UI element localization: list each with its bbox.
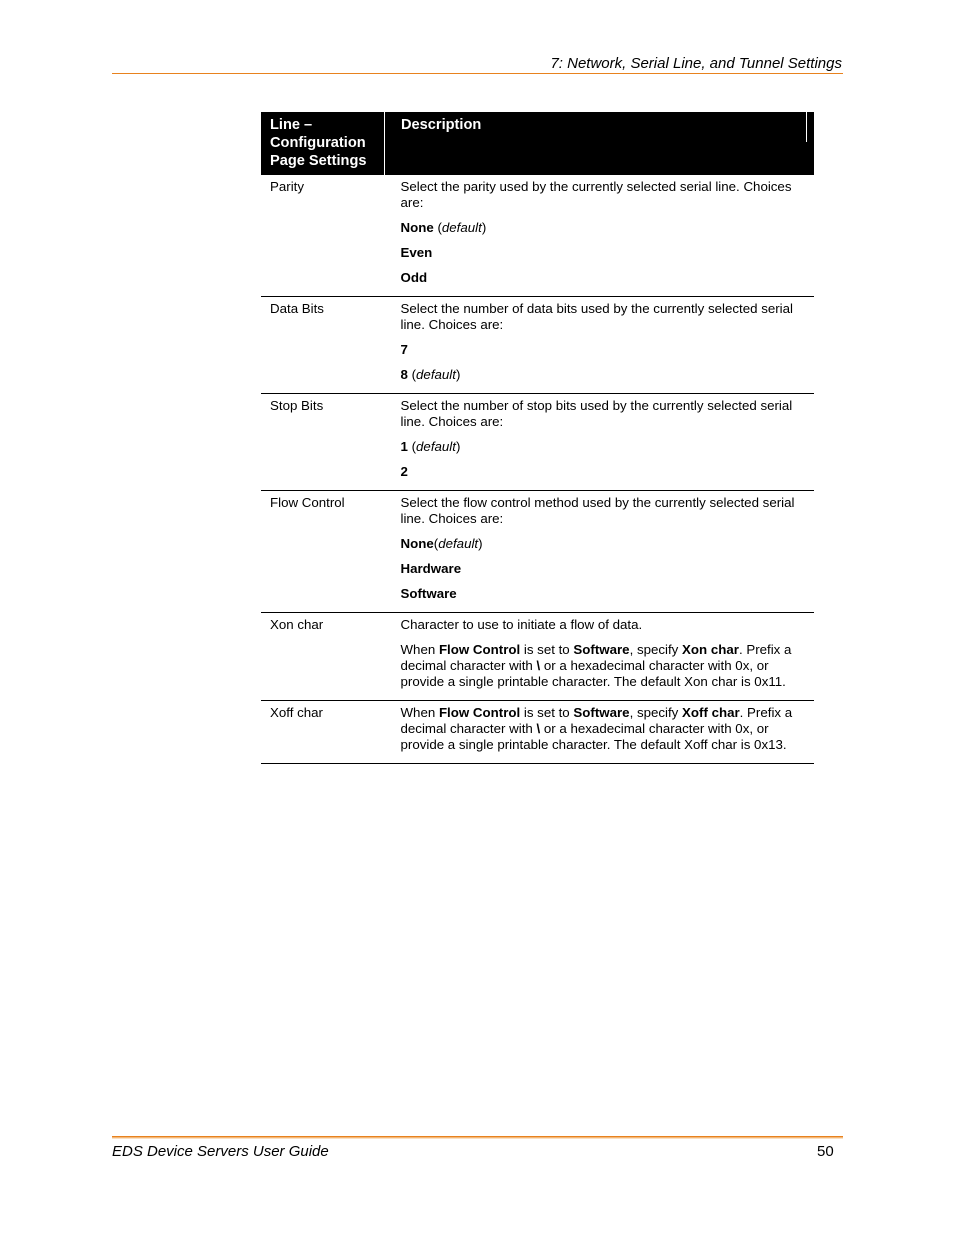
emphasis-text: Xoff char — [682, 705, 740, 720]
description-paragraph — [401, 642, 807, 690]
column-header-setting: Line – Configuration Page Settings — [261, 112, 385, 175]
description-paragraph — [401, 586, 807, 602]
setting-description — [385, 297, 815, 394]
table-row — [261, 175, 814, 297]
table-row — [261, 297, 814, 394]
emphasis-text: Software — [573, 642, 630, 657]
punctuation: ) — [478, 536, 483, 551]
table-body — [261, 175, 814, 764]
chapter-title: 7: Network, Serial Line, and Tunnel Settings — [550, 55, 842, 72]
description-text: , specify — [629, 705, 683, 720]
description-text: When — [400, 642, 439, 657]
emphasis-text: \ — [536, 658, 541, 673]
table-row — [261, 491, 814, 613]
description-paragraph — [401, 179, 807, 211]
setting-name: Parity — [261, 175, 385, 297]
setting-name: Stop Bits — [261, 394, 385, 491]
description-paragraph — [401, 342, 807, 358]
page-number: 50 — [817, 1143, 834, 1160]
description-paragraph — [401, 301, 807, 333]
option-value: None — [400, 220, 434, 235]
table-row — [261, 613, 814, 701]
column-header-description: Description — [385, 112, 815, 175]
punctuation: ) — [481, 220, 487, 235]
description-paragraph — [401, 561, 807, 577]
table-header-row — [261, 112, 814, 175]
description-paragraph — [401, 495, 807, 527]
footer-rule — [112, 1136, 843, 1139]
punctuation: ( — [407, 367, 417, 382]
option-value: 1 — [400, 439, 408, 454]
emphasis-text: Software — [573, 705, 630, 720]
header-divider — [806, 112, 807, 142]
emphasis-text: \ — [536, 721, 541, 736]
setting-name: Xon char — [261, 613, 385, 701]
setting-description — [385, 701, 815, 764]
punctuation: ( — [407, 439, 417, 454]
emphasis-text: Flow Control — [438, 705, 521, 720]
description-text: Select the number of data bits used by the currently selected serial line. Choices are: — [400, 301, 793, 332]
emphasis-text: Flow Control — [438, 642, 521, 657]
punctuation: ( — [433, 220, 442, 235]
description-paragraph — [401, 220, 807, 236]
description-text: Select the flow control method used by the currently selected serial line. Choices are: — [400, 495, 795, 526]
punctuation: ) — [455, 367, 461, 382]
setting-name: Xoff char — [261, 701, 385, 764]
description-paragraph — [401, 617, 807, 633]
header-rule — [112, 73, 843, 74]
option-value: Hardware — [400, 561, 462, 576]
default-marker: default — [416, 367, 456, 382]
description-paragraph — [401, 245, 807, 261]
option-value: Software — [400, 586, 457, 601]
description-text: When — [400, 705, 439, 720]
setting-name: Data Bits — [261, 297, 385, 394]
setting-name: Flow Control — [261, 491, 385, 613]
description-paragraph — [401, 367, 807, 383]
emphasis-text: Xon char — [682, 642, 739, 657]
description-paragraph — [401, 464, 807, 480]
description-paragraph — [401, 439, 807, 455]
default-marker: default — [438, 536, 479, 551]
default-marker: default — [416, 439, 456, 454]
description-paragraph — [401, 398, 807, 430]
option-value: None — [400, 536, 434, 551]
description-text: is set to — [520, 642, 574, 657]
punctuation: ) — [455, 439, 461, 454]
table-row — [261, 701, 814, 764]
settings-table — [261, 112, 814, 764]
setting-description — [385, 394, 815, 491]
description-text: Select the number of stop bits used by the currently selected serial line. Choices are: — [400, 398, 793, 429]
description-text: Character to use to initiate a flow of data. — [400, 617, 643, 632]
setting-description — [385, 175, 815, 297]
option-value: 7 — [400, 342, 408, 357]
setting-description — [385, 491, 815, 613]
description-text: . Prefix a decimal character with — [400, 705, 793, 736]
setting-description — [385, 613, 815, 701]
option-value: 2 — [400, 464, 408, 479]
description-text: or a hexadecimal character with 0x, or provide a single printable character. The default Xoff char is 0x13. — [400, 721, 787, 752]
description-paragraph — [401, 705, 807, 753]
punctuation: ( — [433, 536, 439, 551]
option-value: Even — [400, 245, 433, 260]
guide-title: EDS Device Servers User Guide — [112, 1143, 329, 1160]
table-row — [261, 394, 814, 491]
description-text: , specify — [629, 642, 683, 657]
description-text: Select the parity used by the currently selected serial line. Choices are: — [400, 179, 792, 210]
description-paragraph — [401, 536, 807, 552]
default-marker: default — [441, 220, 482, 235]
description-text: . Prefix a decimal character with — [400, 642, 792, 673]
description-text: or a hexadecimal character with 0x, or provide a single printable character. The default Xon char is 0x11. — [400, 658, 786, 689]
description-paragraph — [401, 270, 807, 286]
description-text: is set to — [520, 705, 574, 720]
option-value: 8 — [400, 367, 408, 382]
option-value: Odd — [400, 270, 428, 285]
